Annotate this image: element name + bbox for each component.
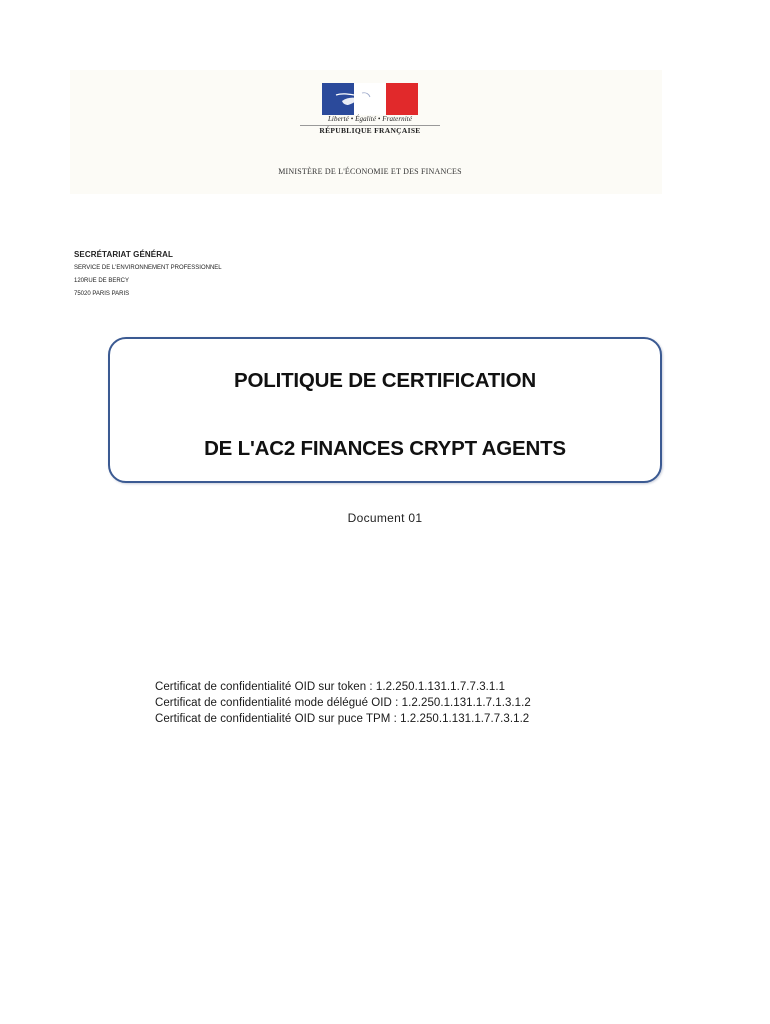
republic-name: RÉPUBLIQUE FRANÇAISE bbox=[319, 126, 421, 135]
oid-tpm: Certificat de confidentialité OID sur puce TPM : 1.2.250.1.131.1.7.7.3.1.2 bbox=[155, 713, 530, 725]
document-number: Document 01 bbox=[347, 511, 423, 525]
document-title-line-1: POLITIQUE DE CERTIFICATION bbox=[234, 369, 536, 392]
document-title-box bbox=[108, 337, 662, 483]
oid-token: Certificat de confidentialité OID sur token : 1.2.250.1.131.1.7.7.3.1.1 bbox=[155, 681, 506, 693]
document-title-line-2: DE L'AC2 FINANCES CRYPT AGENTS bbox=[204, 437, 566, 460]
sender-address bbox=[74, 248, 394, 301]
republic-motto: Liberté • Égalité • Fraternité bbox=[300, 115, 440, 126]
address-line-street: 120RUE DE BERCY bbox=[74, 278, 130, 284]
address-line-service: SERVICE DE L'ENVIRONNEMENT PROFESSIONNEL bbox=[74, 265, 222, 271]
address-line-department: SECRÉTARIAT GÉNÉRAL bbox=[74, 250, 173, 259]
oid-delegated: Certificat de confidentialité mode délégué OID : 1.2.250.1.131.1.7.1.3.1.2 bbox=[155, 697, 531, 709]
certificate-oid-list bbox=[155, 679, 655, 727]
address-line-city: 75020 PARIS PARIS bbox=[74, 291, 130, 297]
marianne-logo-icon bbox=[322, 83, 418, 115]
ministry-name: MINISTÈRE DE L'ÉCONOMIE ET DES FINANCES bbox=[278, 167, 462, 176]
